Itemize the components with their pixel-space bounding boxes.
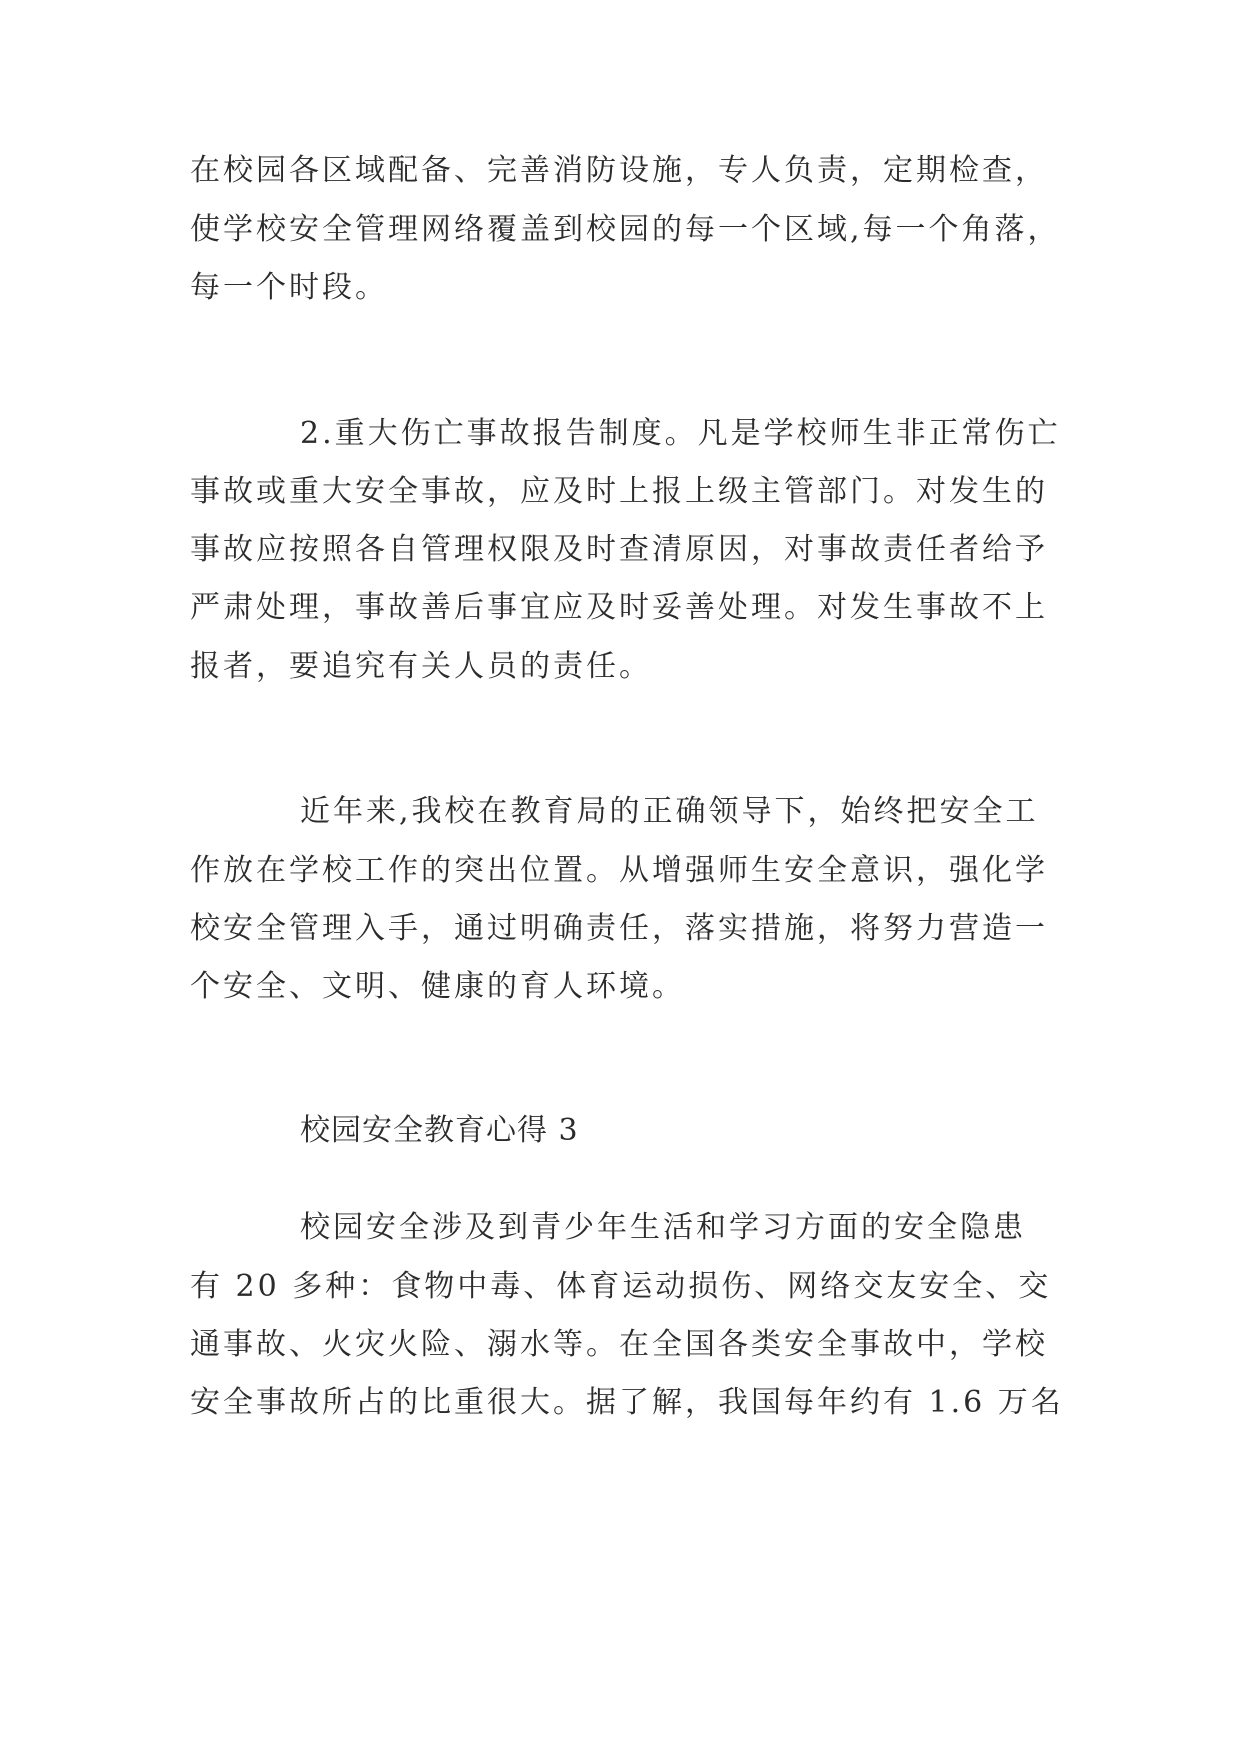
- paragraph-4-line-4: 安全事故所占的比重很大。据了解，我国每年约有 1.6 万名: [190, 1385, 1064, 1420]
- paragraph-3-line-1: 近年来,我校在教育局的正确领导下，始终把安全工: [300, 794, 1039, 829]
- paragraph-4-line-3: 通事故、火灾火险、溺水等。在全国各类安全事故中，学校: [190, 1327, 1048, 1362]
- section-heading: 校园安全教育心得 3: [300, 1113, 579, 1148]
- paragraph-4-line-1: 校园安全涉及到青少年生活和学习方面的安全隐患: [300, 1210, 1026, 1245]
- paragraph-4-line-2: 有 20 多种：食物中毒、体育运动损伤、网络交友安全、交: [190, 1269, 1052, 1304]
- paragraph-2-line-5: 报者，要追究有关人员的责任。: [190, 649, 652, 684]
- paragraph-3-line-4: 个安全、文明、健康的育人环境。: [190, 969, 685, 1004]
- paragraph-1-line-1: 在校园各区域配备、完善消防设施，专人负责，定期检查，: [190, 153, 1048, 188]
- paragraph-1-line-2: 使学校安全管理网络覆盖到校园的每一个区域,每一个角落，: [190, 212, 1061, 247]
- paragraph-2-line-3: 事故应按照各自管理权限及时查清原因，对事故责任者给予: [190, 532, 1048, 567]
- paragraph-3-line-2: 作放在学校工作的突出位置。从增强师生安全意识，强化学: [190, 853, 1048, 888]
- paragraph-2-line-1: 2.重大伤亡事故报告制度。凡是学校师生非正常伤亡: [300, 416, 1061, 451]
- paragraph-1-line-3: 每一个时段。: [190, 270, 388, 305]
- paragraph-3-line-3: 校安全管理入手，通过明确责任，落实措施，将努力营造一: [190, 911, 1048, 946]
- paragraph-2-line-2: 事故或重大安全事故，应及时上报上级主管部门。对发生的: [190, 474, 1048, 509]
- paragraph-2-line-4: 严肃处理，事故善后事宜应及时妥善处理。对发生事故不上: [190, 590, 1048, 625]
